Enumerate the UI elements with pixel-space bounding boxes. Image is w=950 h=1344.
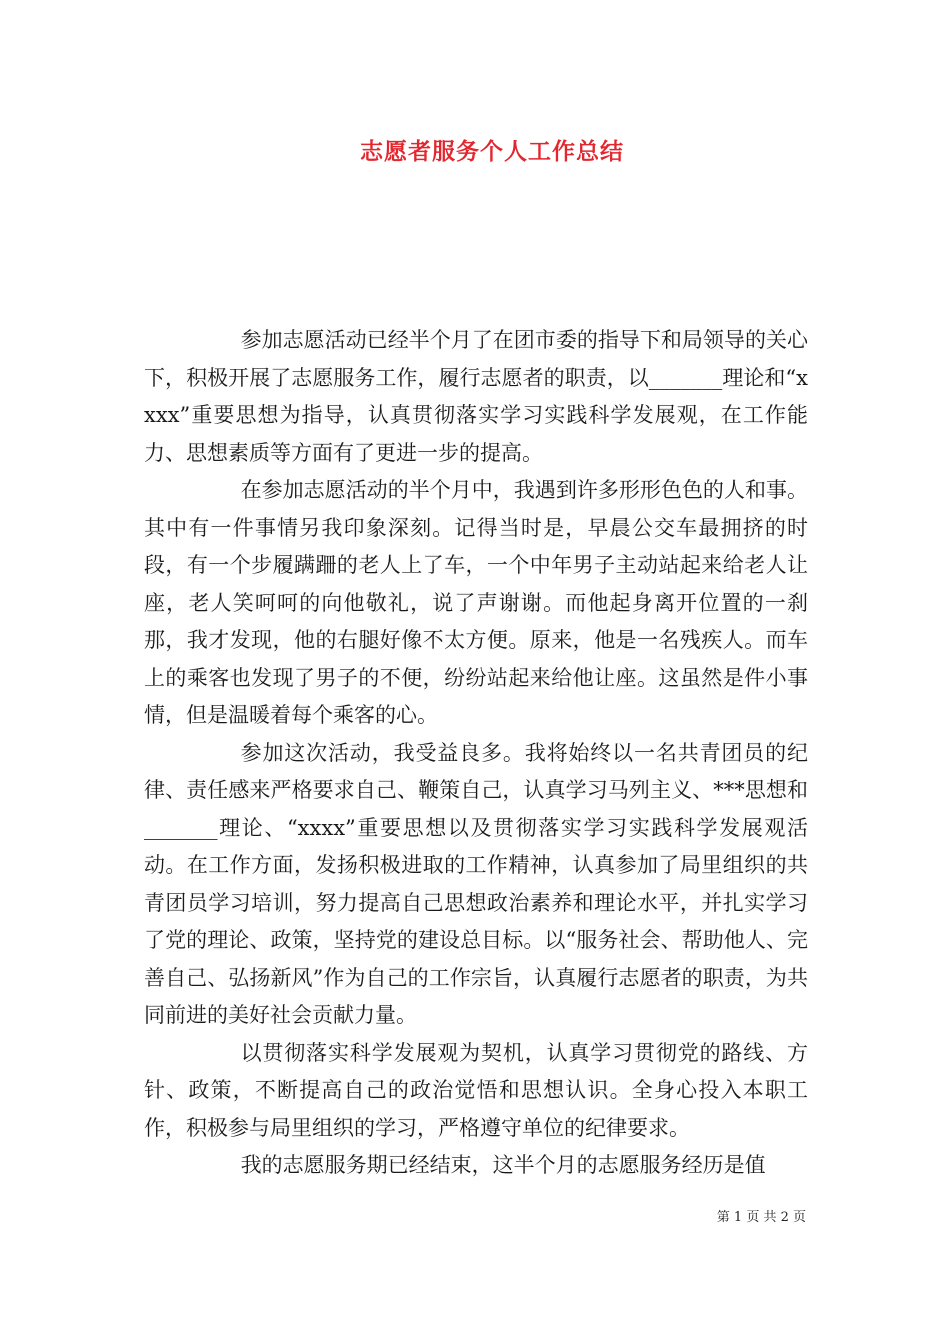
paragraph-4: 以贯彻落实科学发展观为契机，认真学习贯彻党的路线、方针、政策，不断提高自己的政治觉悟和思想认识。全身心投入本职工作，积极参与局里组织的学习，严格遵守单位的纪律要求。 <box>144 1040 808 1140</box>
paragraph-2: 在参加志愿活动的半个月中，我遇到许多形形色色的人和事。其中有一件事情另我印象深刻。记得当时是，早晨公交车最拥挤的时段，有一个步履蹒跚的老人上了车，一个中年男子主动站起来给老人让座，老人笑呵呵的向他敬礼，说了声谢谢。而他起身离开位置的一刹那，我才发现，他的右腿好像不太方便。原来，他是一名残疾人。而车上的乘客也发现了男子的不便，纷纷站起来给他让座。这虽然是件小事情，但是温暖着每个乘客的心。 <box>144 478 808 727</box>
paragraph-5: 我的志愿服务期已经结束，这半个月的志愿服务经历是值 <box>240 1153 766 1177</box>
paragraph-3: 参加这次活动，我受益良多。我将始终以一名共青团员的纪律、责任感来严格要求自己、鞭策自己，认真学习马列主义、***思想和_______理论、“xxxx”重要思想以及贯彻落实学习实践科学发展观活动。在工作方面，发扬积极进取的工作精神，认真参加了局里组织的共青团员学习培训，努力提高自己思想政治素养和理论水平，并扎实学习了党的理论、政策，坚持党的建设总目标。以“服务社会、帮助他人、完善自己、弘扬新风”作为自己的工作宗旨，认真履行志愿者的职责，为共同前进的美好社会贡献力量。 <box>144 740 808 1027</box>
document-title: 志愿者服务个人工作总结 <box>360 138 624 165</box>
paragraph-1: 参加志愿活动已经半个月了在团市委的指导下和局领导的关心下，积极开展了志愿服务工作，履行志愿者的职责，以_______理论和“xxxx”重要思想为指导，认真贯彻落实学习实践科学发展观，在工作能力、思想素质等方面有了更进一步的提高。 <box>144 328 808 465</box>
page-number: 第 1 页 共 2 页 <box>716 1210 806 1225</box>
document-body <box>144 322 808 1185</box>
